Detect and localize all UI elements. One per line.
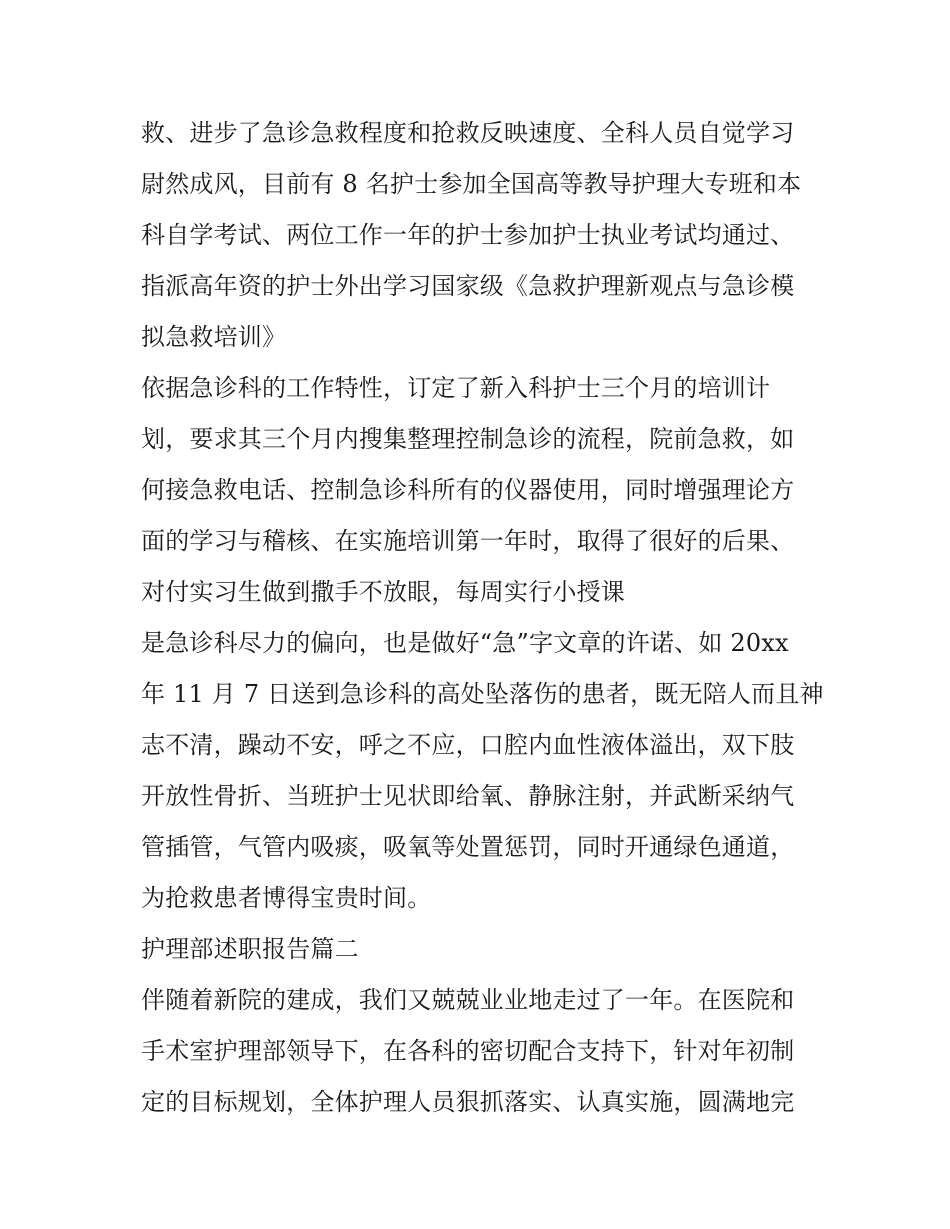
text-line: 志不清，躁动不安，呼之不应，口腔内血性液体溢出，双下肢 (141, 731, 795, 759)
text-line: 划，要求其三个月内搜集整理控制急诊的流程，院前急救，如 (141, 425, 795, 453)
text-line: 救、进步了急诊急救程度和抢救反映速度、全科人员自觉学习 (141, 119, 795, 147)
text-line: 尉然成风，目前有 8 名护士参加全国高等教导护理大专班和本 (141, 170, 802, 198)
text-line: 依据急诊科的工作特性，订定了新入科护士三个月的培训计 (141, 374, 771, 402)
text-line: 指派高年资的护士外出学习国家级《急救护理新观点与急诊模 (141, 272, 795, 300)
text-line: 手术室护理部领导下，在各科的密切配合支持下，针对年初制 (141, 1037, 795, 1065)
text-line: 科自学考试、两位工作一年的护士参加护士执业考试均通过、 (141, 221, 795, 249)
text-line: 面的学习与稽核、在实施培训第一年时，取得了很好的后果、 (141, 527, 795, 555)
section-heading: 护理部述职报告篇二 (141, 935, 359, 963)
document-body (141, 108, 824, 1128)
text-line: 何接急救电话、控制急诊科所有的仪器使用，同时增强理论方 (141, 476, 795, 504)
text-line: 为抢救患者博得宝贵时间。 (141, 884, 432, 912)
text-line: 管插管，气管内吸痰，吸氧等处置惩罚，同时开通绿色通道， (141, 833, 795, 861)
text-line: 开放性骨折、当班护士见状即给氧、静脉注射，并武断采纳气 (141, 782, 795, 810)
text-line: 是急诊科尽力的偏向，也是做好“急”字文章的许诺、如 20xx (141, 629, 789, 657)
text-line: 定的目标规划，全体护理人员狠抓落实、认真实施，圆满地完 (141, 1088, 795, 1116)
text-line: 拟急救培训》 (141, 323, 287, 351)
text-line: 伴随着新院的建成，我们又兢兢业业地走过了一年。在医院和 (141, 986, 795, 1014)
text-line: 年 11 月 7 日送到急诊科的高处坠落伤的患者，既无陪人而且神 (141, 680, 824, 708)
text-line: 对付实习生做到撒手不放眼，每周实行小授课 (141, 578, 625, 606)
